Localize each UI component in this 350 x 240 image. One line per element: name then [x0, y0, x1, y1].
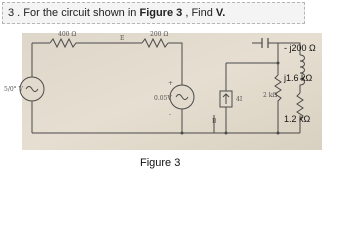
voltage-source-symbol — [20, 77, 44, 101]
label-1200: 1.2 kΩ — [284, 114, 311, 124]
target-variable: V. — [215, 7, 226, 19]
label-inductor: j1.6 kΩ — [284, 73, 313, 83]
question-header — [2, 2, 305, 24]
question-text — [8, 7, 225, 19]
label-node-e: E — [120, 35, 125, 42]
polarity-plus: + — [168, 80, 174, 87]
label-source: 5/0° V — [4, 86, 23, 93]
question-text-after: , Find — [185, 7, 213, 19]
current-source-symbol — [220, 91, 232, 107]
question-text-before: For the circuit shown in — [23, 7, 137, 19]
circuit-photo — [4, 31, 322, 169]
polarity-minus: - — [169, 111, 172, 118]
question-number: 3 . — [8, 7, 21, 19]
label-dependent-source: 0.05V — [154, 95, 172, 102]
label-node-b: B — [212, 118, 217, 125]
dependent-source-symbol — [170, 85, 194, 109]
label-400: 400 Ω — [58, 31, 77, 38]
label-current-source: 4I — [236, 96, 243, 103]
label-2k: 2 kΩ — [263, 92, 278, 99]
label-capacitor: - j200 Ω — [284, 43, 316, 53]
figure-caption: Figure 3 — [140, 157, 181, 169]
figure-reference: Figure 3 — [139, 7, 183, 19]
label-200: 200 Ω — [150, 31, 169, 38]
